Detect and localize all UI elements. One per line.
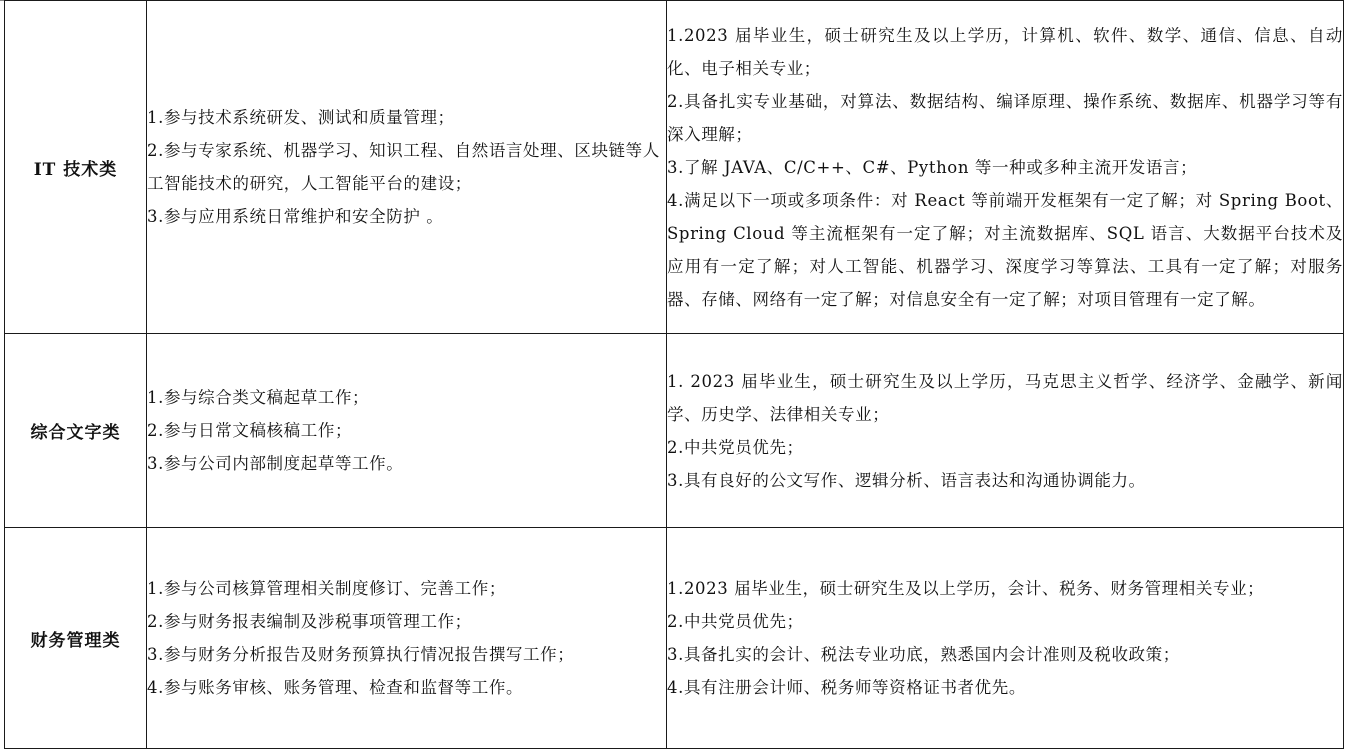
job-requirements-table	[4, 0, 1344, 749]
requirement-item: 1.2023 届毕业生，硕士研究生及以上学历，计算机、软件、数学、通信、信息、自动化、电子相关专业；	[667, 25, 1343, 78]
requirement-item: 1. 2023 届毕业生，硕士研究生及以上学历，马克思主义哲学、经济学、金融学、新闻学、历史学、法律相关专业；	[667, 371, 1343, 424]
category-label: 财务管理类	[30, 630, 121, 651]
duty-item: 1.参与综合类文稿起草工作；	[147, 388, 370, 407]
duty-item: 3.参与财务分析报告及财务预算执行情况报告撰写工作；	[147, 645, 575, 664]
requirements-cell	[667, 1, 1344, 334]
duty-item: 2.参与日常文稿核稿工作；	[147, 421, 353, 440]
requirement-item: 2.具备扎实专业基础，对算法、数据结构、编译原理、操作系统、数据库、机器学习等有深入理解；	[667, 91, 1343, 144]
requirement-item: 2.中共党员优先；	[667, 612, 804, 631]
requirement-item: 2.中共党员优先；	[667, 437, 804, 457]
table-row	[5, 1, 1344, 334]
duty-item: 3.参与应用系统日常维护和安全防护 。	[147, 207, 444, 226]
duty-item: 1.参与公司核算管理相关制度修订、完善工作；	[147, 579, 506, 598]
requirement-item: 3.具有良好的公文写作、逻辑分析、语言表达和沟通协调能力。	[667, 470, 1146, 490]
duty-item: 4.参与账务审核、账务管理、检查和监督等工作。	[147, 678, 524, 697]
requirement-item: 1.2023 届毕业生，硕士研究生及以上学历，会计、税务、财务管理相关专业；	[667, 579, 1265, 598]
requirement-item: 4.满足以下一项或多项条件：对 React 等前端开发框架有一定了解；对 Spring Boot、Spring Cloud 等主流框架有一定了解；对主流数据库、SQL 语言、大数据平台技术及应用有一定了解；对人工智能、机器学习、深度学习等算法、工具有一定了解；对服务器、存储、网络有一定了解；对信息安全有一定了解；对项目管理有一定了解。	[667, 190, 1343, 309]
category-cell	[5, 528, 147, 749]
duty-item: 2.参与专家系统、机器学习、知识工程、自然语言处理、区块链等人工智能技术的研究，人工智能平台的建设；	[147, 141, 660, 193]
requirements-cell	[667, 528, 1344, 749]
requirement-item: 3.具备扎实的会计、税法专业功底，熟悉国内会计准则及税收政策；	[667, 645, 1180, 664]
category-cell	[5, 1, 147, 334]
category-cell	[5, 334, 147, 528]
duty-item: 3.参与公司内部制度起草等工作。	[147, 454, 404, 473]
duties-cell	[147, 1, 667, 334]
duties-cell	[147, 528, 667, 749]
requirement-item: 4.具有注册会计师、税务师等资格证书者优先。	[667, 678, 1026, 697]
duty-item: 1.参与技术系统研发、测试和质量管理；	[147, 108, 455, 127]
category-label: IT 技术类	[33, 159, 118, 180]
duty-item: 2.参与财务报表编制及涉税事项管理工作；	[147, 612, 472, 631]
requirement-item: 3.了解 JAVA、C/C++、C#、Python 等一种或多种主流开发语言；	[667, 157, 1198, 177]
requirements-cell	[667, 334, 1344, 528]
table-row	[5, 334, 1344, 528]
category-label: 综合文字类	[30, 423, 121, 443]
duties-cell	[147, 334, 667, 528]
table-row	[5, 528, 1344, 749]
